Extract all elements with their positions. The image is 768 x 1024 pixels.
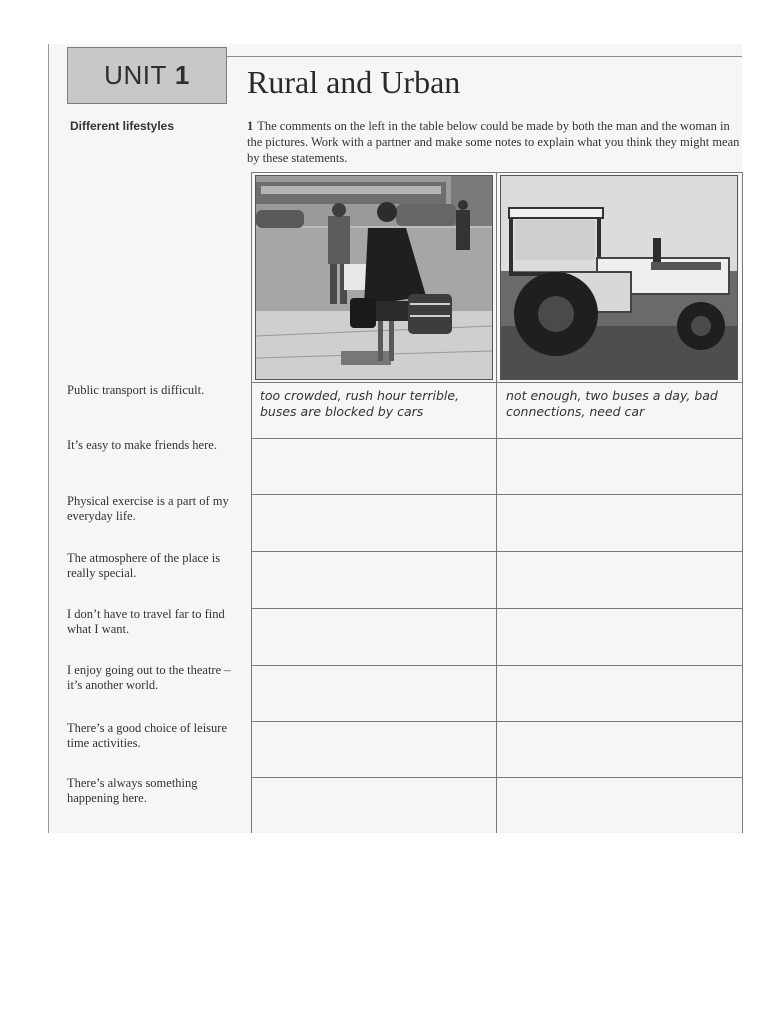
table-rule — [252, 382, 742, 383]
instructions-text: The comments on the left in the table below could be made by both the man and the woman in the pictures. Work with a partner and make some notes to explain what you think they might mean by these statements. — [247, 119, 740, 165]
worksheet-page — [48, 44, 742, 833]
statement-1: Public transport is difficult. — [67, 383, 205, 397]
unit-box — [67, 47, 227, 104]
statement-4: The atmosphere of the place is really special. — [67, 551, 221, 580]
page-title: Rural and Urban — [247, 64, 461, 100]
statement-6: I enjoy going out to the theatre – it’s another world. — [67, 663, 231, 692]
table-rule — [252, 608, 742, 609]
table-rule — [252, 494, 742, 495]
table-rule — [252, 172, 742, 173]
note-urban-transport: too crowded, rush hour terrible, buses are blocked by cars — [260, 388, 460, 419]
table-rule — [252, 438, 742, 439]
statement-3: Physical exercise is a part of my everyday life. — [67, 494, 229, 523]
statement-5: I don’t have to travel far to find what I want. — [67, 607, 225, 636]
city-woman-photo — [255, 175, 493, 380]
column-divider — [496, 172, 497, 833]
section-label: Different lifestyles — [70, 119, 175, 133]
comparison-table — [251, 172, 743, 833]
statement-7: There’s a good choice of leisure time activities. — [67, 721, 228, 750]
unit-number: 1 — [174, 60, 190, 90]
table-rule — [252, 551, 742, 552]
exercise-number: 1 — [247, 119, 254, 133]
top-rule — [227, 56, 742, 57]
table-rule — [252, 665, 742, 666]
table-rule — [252, 777, 742, 778]
tractor-photo — [500, 175, 738, 380]
unit-label: UNIT — [104, 60, 167, 90]
statement-2: It’s easy to make friends here. — [67, 438, 217, 452]
note-rural-transport: not enough, two buses a day, bad connections, need car — [506, 388, 718, 419]
instructions — [247, 118, 742, 166]
statement-8: There’s always something happening here. — [67, 776, 198, 805]
table-rule — [252, 721, 742, 722]
